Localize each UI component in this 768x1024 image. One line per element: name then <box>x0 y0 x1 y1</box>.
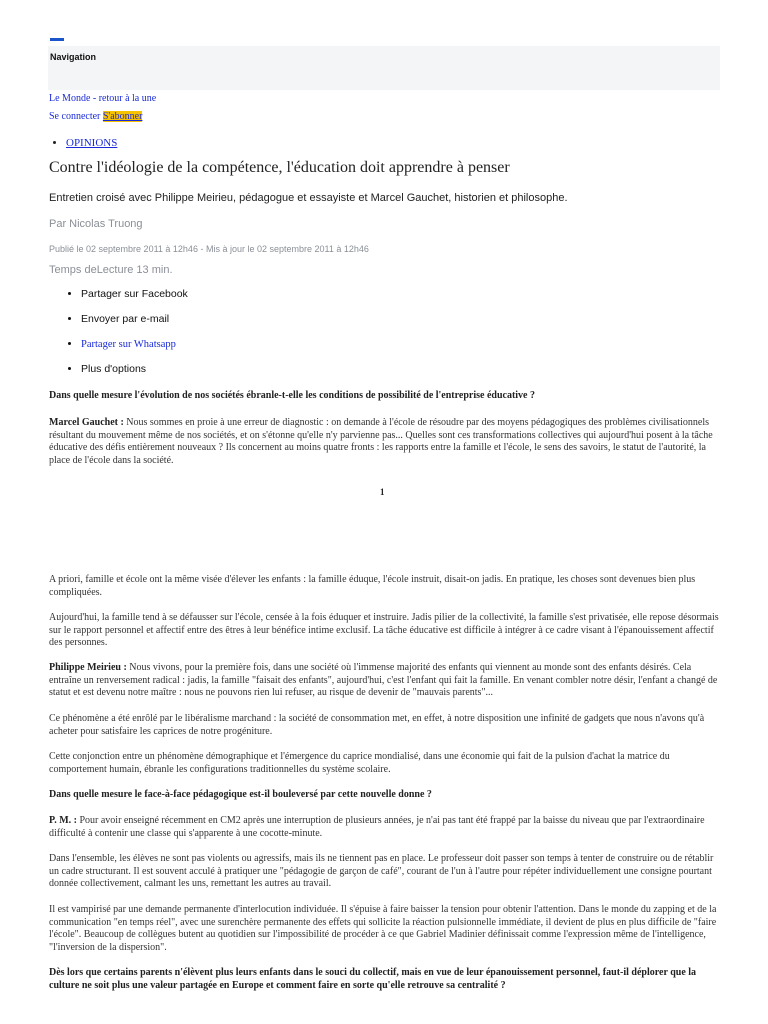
share-facebook-label[interactable]: Partager sur Facebook <box>81 288 188 300</box>
paragraph-3: Aujourd'hui, la famille tend à se défausser sur l'école, censée à la fois éduquer et instruire. Jadis pilier de la collectivité, la famille s'est privatisée, elle repose désormais sur le rapport personnel et affectif entre des êtres à leur bénéfice intime exclusif. La tâche éducative est difficile à intégrer à ce cadre visant à l'épanouissement affectif des personnes. <box>49 612 719 649</box>
paragraph-7-text: Pour avoir enseigné récemment en CM2 après une interruption de plusieurs années, je n'ai pas tant été frappé par la baisse du niveau que par l'extraordinaire difficulté à contenir une classe qui s'apparente à une cocotte-minute. <box>49 815 705 839</box>
account-links <box>49 111 142 122</box>
paragraph-1-text: Nous sommes en proie à une erreur de diagnostic : on demande à l'école de résoudre par des moyens pédagogiques des problèmes civilisationnels résultant du mouvement même de nos sociétés, et on s'étonne qu'elle n'y parvienne pas... Quelles sont ces transformations collectives qui aujourd'hui posent à la tâche éducative des défis entièrement nouveaux ? Ils concernent au moins quatre fronts : les rapports entre la famille et l'école, le sens des savoirs, le statut de l'autorité, la place de l'école dans la société. <box>49 417 713 466</box>
page-number: 1 <box>380 487 385 497</box>
section-item <box>66 137 117 149</box>
subscribe-link[interactable]: S'abonner <box>102 111 143 122</box>
share-facebook-item[interactable] <box>81 288 188 313</box>
paragraph-6: Cette conjonction entre un phénomène démographique et l'émergence du caprice mondialisé, dans une économie qui fait de la pulsion d'achat la matrice du comportement humain, ébranle les configurations traditionnelles du système scolaire. <box>49 751 670 775</box>
question-1: Dans quelle mesure l'évolution de nos sociétés ébranle-t-elle les conditions de possibilité de l'entreprise éducative ? <box>49 390 535 401</box>
section-link-opinions[interactable]: OPINIONS <box>66 137 118 149</box>
home-link[interactable]: Le Monde - retour à la une <box>49 93 157 104</box>
navigation-title: Navigation <box>50 52 97 62</box>
question-3: Dès lors que certains parents n'élèvent plus leurs enfants dans le souci du collectif, mais en vue de leur épanouissement personnel, faut-il déplorer que la culture ne soit plus une valeur partagée en Europe et comment faire en sorte qu'elle retrouve sa centralité ? <box>49 967 697 991</box>
navigation-panel <box>48 46 720 90</box>
question-2: Dans quelle mesure le face-à-face pédagogique est-il bouleversé par cette nouvelle donne ? <box>49 789 432 800</box>
paragraph-4-text: Nous vivons, pour la première fois, dans une société où l'immense majorité des enfants qui viennent au monde sont des enfants désirés. Cela entraîne un renversement radical : jadis, la famille "faisait des enfants", aujourd'hui, c'est l'enfant qui fait la famille. En venant combler notre désir, l'enfant a changé de statut et est devenu notre maître : nous ne pouvons rien lui refuser, au risque de devenir de "mauvais parents"... <box>49 662 718 699</box>
speaker-gauchet: Marcel Gauchet : <box>49 417 124 428</box>
share-email-item[interactable] <box>81 313 188 338</box>
speaker-pm: P. M. : <box>49 815 77 826</box>
paragraph-8: Dans l'ensemble, les élèves ne sont pas violents ou agressifs, mais ils ne tiennent pas en place. Le professeur doit passer son temps à tenter de construire ou de rétablir un cadre structurant. Il est souvent acculé à pratiquer une "pédagogie de garçon de café", courant de l'un à l'autre pour répéter individuellement une consigne pourtant donnée collectivement, calmant les uns, remettant les autres au travail. <box>49 853 714 890</box>
reading-time: Temps deLecture 13 min. <box>49 264 173 276</box>
paragraph-1 <box>49 417 719 467</box>
article-title: Contre l'idéologie de la compétence, l'éducation doit apprendre à penser <box>49 159 510 176</box>
share-email-label[interactable]: Envoyer par e-mail <box>81 313 170 325</box>
paragraph-5: Ce phénomène a été enrôlé par le libéralisme marchand : la société de consommation met, en effet, à notre disposition une infinité de gadgets que nous n'avons qu'à acheter pour satisfaire les caprices de notre progéniture. <box>49 713 705 737</box>
paragraph-7 <box>49 815 719 840</box>
login-link[interactable]: Se connecter <box>49 111 101 122</box>
article-dates: Publié le 02 septembre 2011 à 12h46 - Mis à jour le 02 septembre 2011 à 12h46 <box>49 244 369 254</box>
speaker-meirieu: Philippe Meirieu : <box>49 662 127 673</box>
share-more-label[interactable]: Plus d'options <box>81 363 147 375</box>
section-list <box>48 137 117 149</box>
paragraph-2: A priori, famille et école ont la même visée d'élever les enfants : la famille éduque, l'école instruit, disait-on jadis. En pratique, les choses sont devenues bien plus compliquées. <box>49 574 696 598</box>
share-whatsapp-item[interactable] <box>81 338 188 363</box>
share-more-item[interactable] <box>81 363 188 388</box>
share-whatsapp-link[interactable]: Partager sur Whatsapp <box>81 339 176 350</box>
share-list <box>48 288 188 388</box>
article-author: Par Nicolas Truong <box>49 218 143 230</box>
top-accent-bar <box>50 38 64 41</box>
article-chapo: Entretien croisé avec Philippe Meirieu, pédagogue et essayiste et Marcel Gauchet, historien et philosophe. <box>49 192 568 204</box>
paragraph-9: Il est vampirisé par une demande permanente d'interlocution individuée. Il s'épuise à faire baisser la tension pour obtenir l'attention. Dans le monde du zapping et de la communication "en temps réel", avec une surenchère permanente des effets qui sollicite la réaction pulsionnelle immédiate, il devient de plus en plus difficile de "faire l'école". Beaucoup de collègues butent au quotidien sur l'impossibilité de procéder à ce que Gabriel Madinier définissait comme l'expression même de l'intelligence, "l'inversion de la dispersion". <box>49 904 717 953</box>
paragraph-4 <box>49 662 719 700</box>
